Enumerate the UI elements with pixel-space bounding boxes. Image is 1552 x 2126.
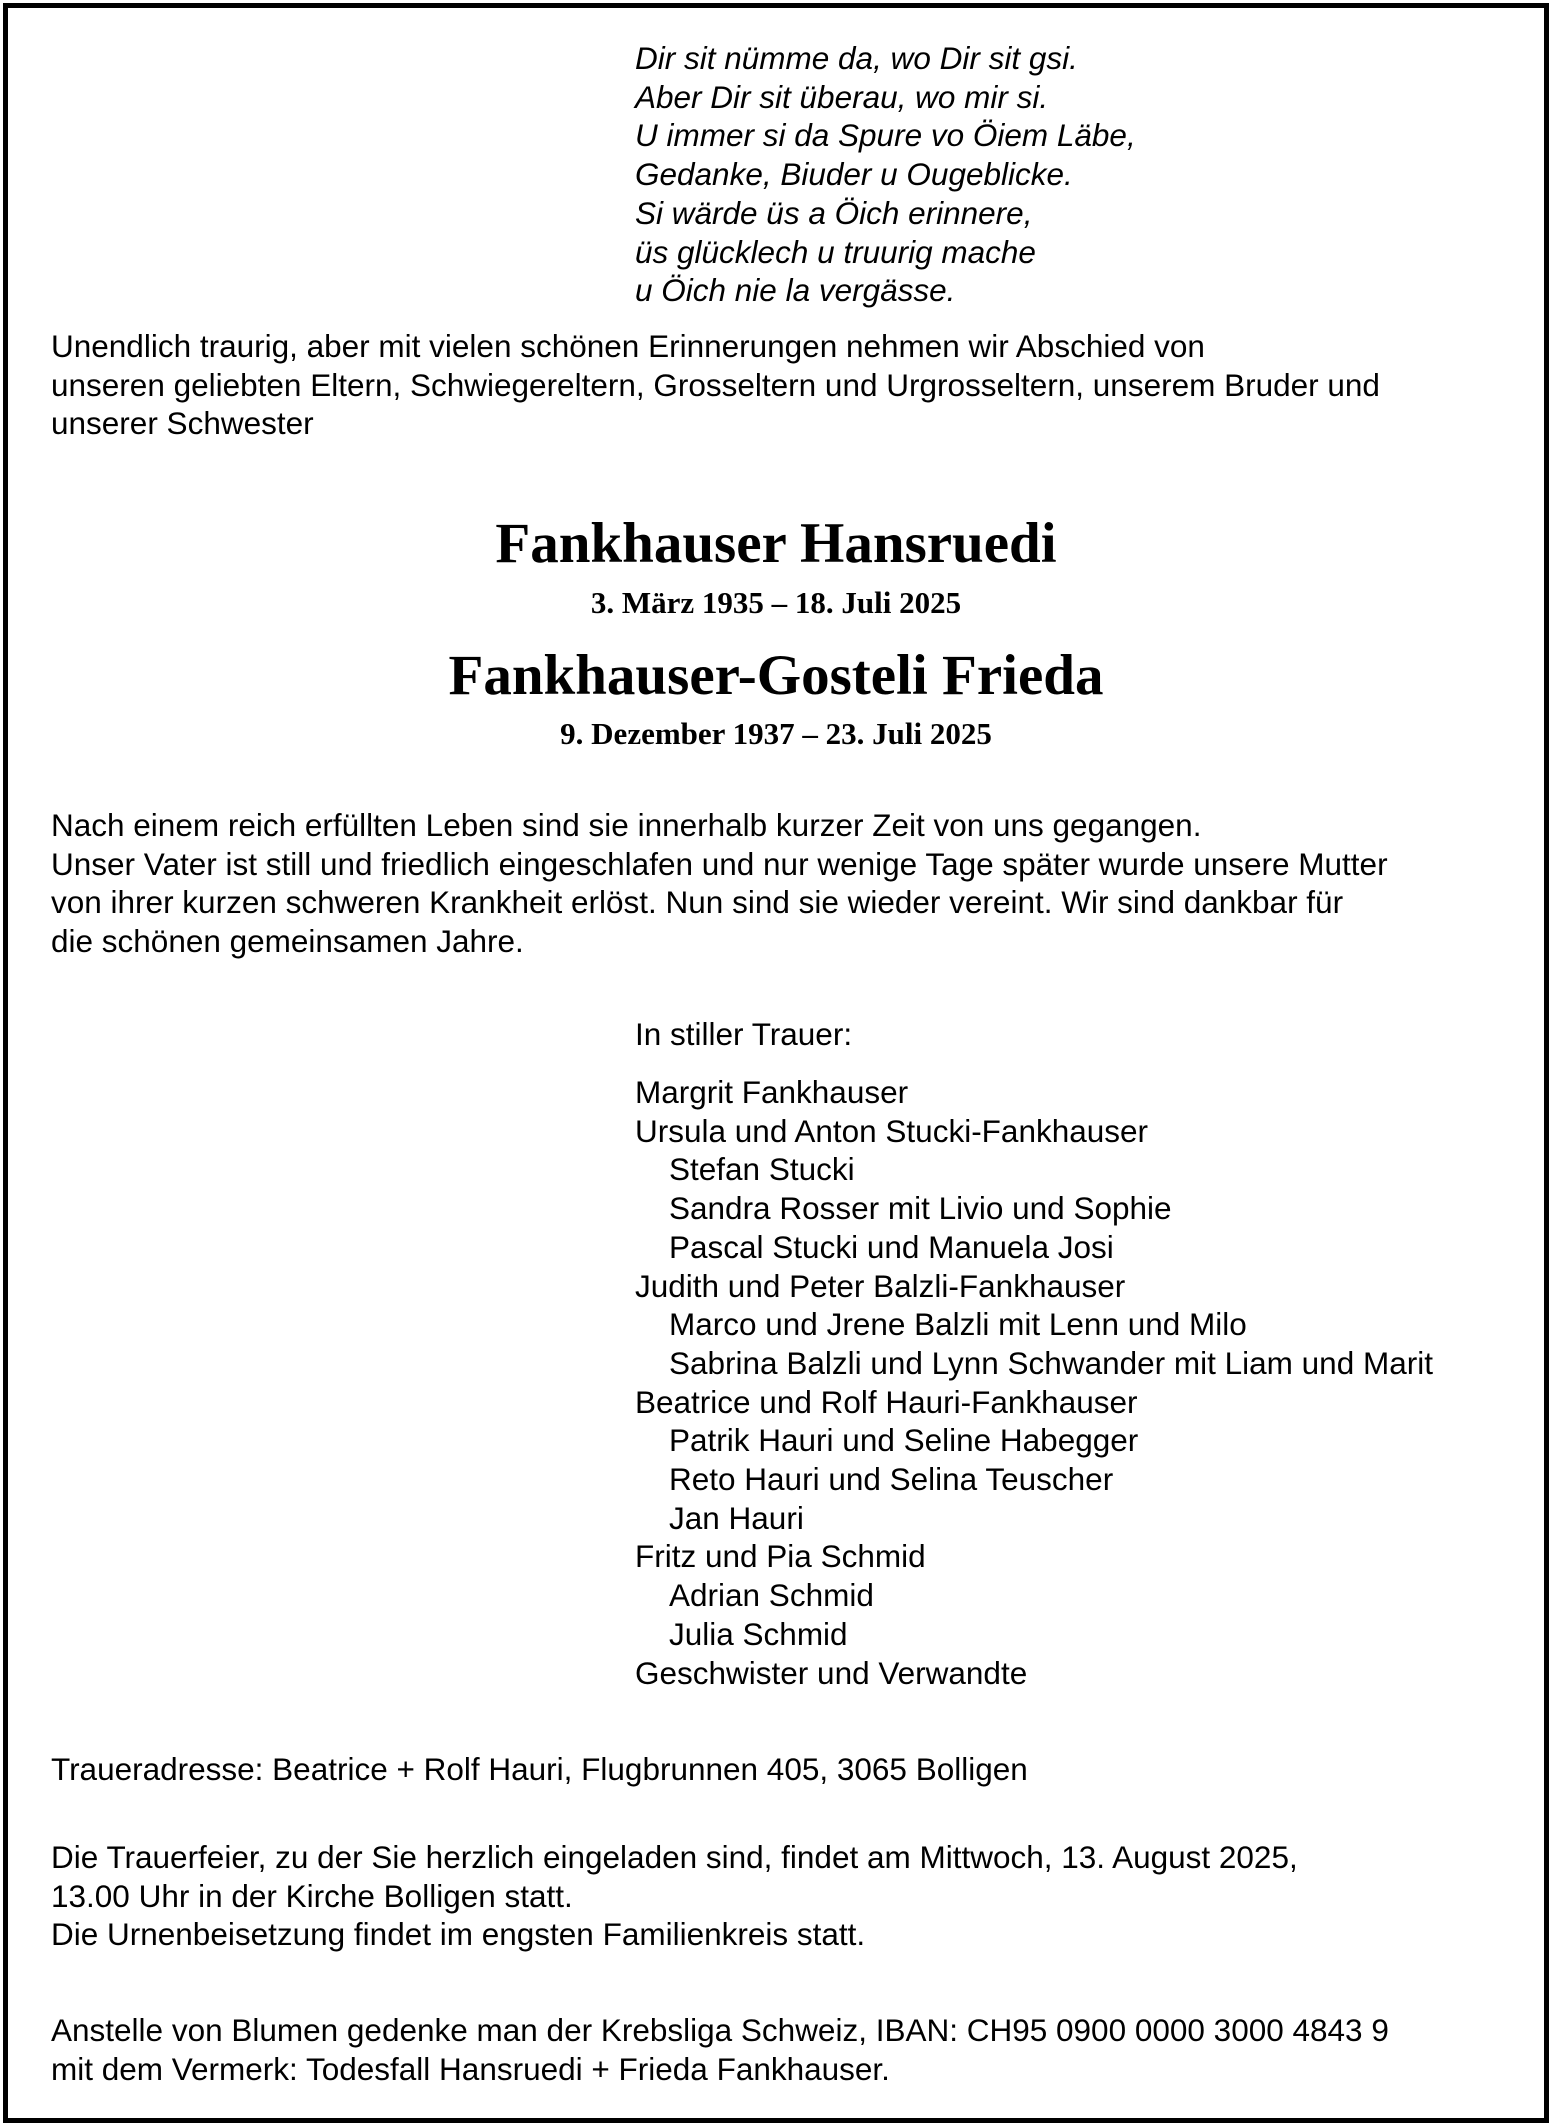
family-member: Fritz und Pia Schmid: [635, 1538, 926, 1575]
ceremony-line: 13.00 Uhr in der Kirche Bolligen statt.: [51, 1877, 573, 1914]
family-member-child: Patrik Hauri und Seline Habegger: [669, 1422, 1139, 1459]
poem-line: Si wärde üs a Öich erinnere,: [635, 194, 1033, 231]
family-member: Judith und Peter Balzli-Fankhauser: [635, 1267, 1126, 1304]
passing-paragraph: [51, 806, 1388, 961]
family-member-child: Sabrina Balzli und Lynn Schwander mit Liam und Marit: [669, 1344, 1433, 1381]
mourning-address: [51, 1750, 1028, 1789]
family-member-child: Sandra Rosser mit Livio und Sophie: [669, 1190, 1172, 1227]
intro-line: unserer Schwester: [51, 405, 314, 442]
family-member-child: Stefan Stucki: [669, 1151, 855, 1188]
deceased-name-hansruedi: Fankhauser Hansruedi: [495, 512, 1057, 575]
ceremony-paragraph: [51, 1838, 1298, 1954]
mourning-label: In stiller Trauer:: [635, 1016, 853, 1052]
family-member: Ursula und Anton Stucki-Fankhauser: [635, 1112, 1149, 1149]
family-list: [635, 1073, 1433, 1692]
obituary-border: [3, 3, 1549, 2123]
family-member-child: Julia Schmid: [669, 1615, 848, 1652]
intro-line: Unendlich traurig, aber mit vielen schönen Erinnerungen nehmen wir Abschied von: [51, 328, 1205, 364]
family-member: Margrit Fankhauser: [635, 1074, 909, 1110]
intro-paragraph: [51, 327, 1380, 443]
family-member-child: Pascal Stucki und Manuela Josi: [669, 1228, 1114, 1265]
passing-line: die schönen gemeinsamen Jahre.: [51, 923, 524, 960]
address-line: Traueradresse: Beatrice + Rolf Hauri, Flugbrunnen 405, 3065 Bolligen: [51, 1751, 1028, 1787]
passing-line: Unser Vater ist still und friedlich eingeschlafen und nur wenige Tage später wurde unsere Mutter: [51, 845, 1388, 882]
ceremony-line: Die Urnenbeisetzung findet im engsten Familienkreis statt.: [51, 1916, 866, 1953]
deceased-dates-hansruedi: 3. März 1935 – 18. Juli 2025: [590, 585, 962, 620]
poem: [635, 39, 1136, 310]
passing-line: von ihrer kurzen schweren Krankheit erlöst. Nun sind sie wieder vereint. Wir sind dankbar für: [51, 884, 1344, 921]
family-member-child: Marco und Jrene Balzli mit Lenn und Milo: [669, 1306, 1247, 1343]
intro-line: unseren geliebten Eltern, Schwiegereltern, Grosseltern und Urgrosseltern, unserem Bruder und: [51, 366, 1380, 403]
family-member: Geschwister und Verwandte: [635, 1654, 1028, 1691]
poem-line: Dir sit nümme da, wo Dir sit gsi.: [635, 40, 1078, 76]
donation-paragraph: [51, 2011, 1389, 2088]
poem-line: Aber Dir sit überau, wo mir si.: [635, 78, 1049, 115]
family-member-child: Jan Hauri: [669, 1499, 804, 1536]
poem-line: U immer si da Spure vo Öiem Läbe,: [635, 117, 1136, 154]
donation-line: Anstelle von Blumen gedenke man der Krebsliga Schweiz, IBAN: CH95 0900 0000 3000 4843 9: [51, 2012, 1389, 2048]
donation-line: mit dem Vermerk: Todesfall Hansruedi + Frieda Fankhauser.: [51, 2050, 890, 2087]
ceremony-line: Die Trauerfeier, zu der Sie herzlich eingeladen sind, findet am Mittwoch, 13. August 2025,: [51, 1839, 1298, 1875]
poem-line: üs glücklech u truurig mache: [635, 233, 1036, 270]
family-member-child: Reto Hauri und Selina Teuscher: [669, 1461, 1114, 1498]
deceased-name-frieda: Fankhauser-Gosteli Frieda: [448, 644, 1104, 707]
poem-line: Gedanke, Biuder u Ougeblicke.: [635, 156, 1073, 193]
deceased-dates-frieda: 9. Dezember 1937 – 23. Juli 2025: [560, 716, 992, 751]
poem-line: u Öich nie la vergässe.: [635, 272, 956, 309]
passing-line: Nach einem reich erfüllten Leben sind sie innerhalb kurzer Zeit von uns gegangen.: [51, 807, 1202, 843]
family-member-child: Adrian Schmid: [669, 1577, 874, 1614]
family-member: Beatrice und Rolf Hauri-Fankhauser: [635, 1383, 1138, 1420]
